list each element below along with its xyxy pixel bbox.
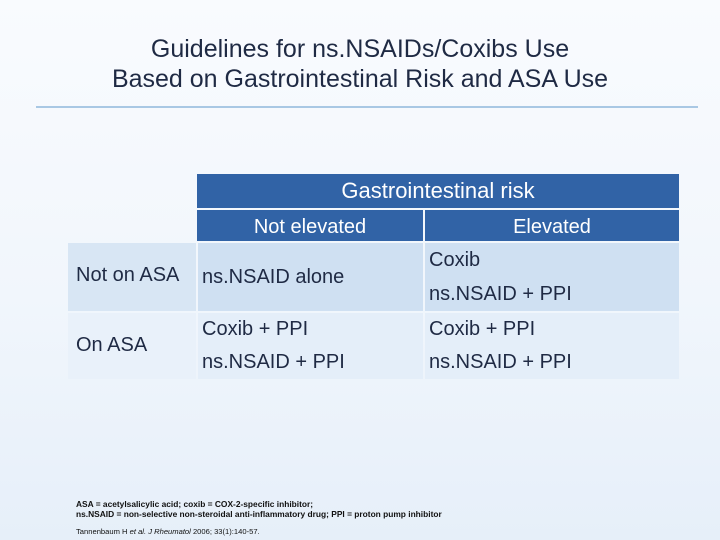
cell-not-on-asa-elevated — [425, 243, 679, 311]
cell-not-on-asa-not-elevated — [198, 243, 423, 311]
title-divider — [36, 106, 698, 108]
cell-on-asa-elevated — [425, 313, 679, 379]
cell-on-asa-not-elevated — [198, 313, 423, 379]
cell-text-line2: ns.NSAID + PPI — [429, 283, 572, 305]
cell-text-line1: Coxib + PPI — [202, 318, 309, 340]
footnote-line-2: ns.NSAID = non-selective non-steroidal anti-inflammatory drug; PPI = proton pump inhibitor — [76, 509, 442, 519]
reference-journal: J Rheumatol — [146, 527, 191, 536]
reference-details: 2006; 33(1):140-57. — [190, 527, 260, 536]
reference-author: Tannenbaum H — [76, 527, 130, 536]
col-header-not-elevated: Not elevated — [197, 210, 423, 241]
reference-citation — [76, 527, 260, 536]
cell-text-line1: Coxib + PPI — [429, 318, 536, 340]
cell-text-line1: Coxib — [429, 249, 481, 271]
reference-etal: et al. — [129, 527, 147, 536]
cell-text-line2: ns.NSAID + PPI — [202, 351, 345, 373]
col-header-elevated: Elevated — [425, 210, 679, 241]
cell-text-line2: ns.NSAID + PPI — [429, 351, 572, 373]
title-line-2: Based on Gastrointestinal Risk and ASA Use — [111, 65, 609, 93]
abbreviations-footnote — [76, 499, 716, 519]
title-line-1: Guidelines for ns.NSAIDs/Coxibs Use — [150, 35, 570, 63]
row-label-on-asa: On ASA — [76, 334, 148, 356]
gi-risk-header: Gastrointestinal risk — [197, 174, 679, 208]
row-label-not-on-asa: Not on ASA — [76, 264, 180, 286]
cell-text: ns.NSAID alone — [202, 266, 345, 288]
footnote-line-1: ASA = acetylsalicylic acid; coxib = COX-2-specific inhibitor; — [76, 499, 314, 509]
slide-title — [0, 34, 720, 94]
